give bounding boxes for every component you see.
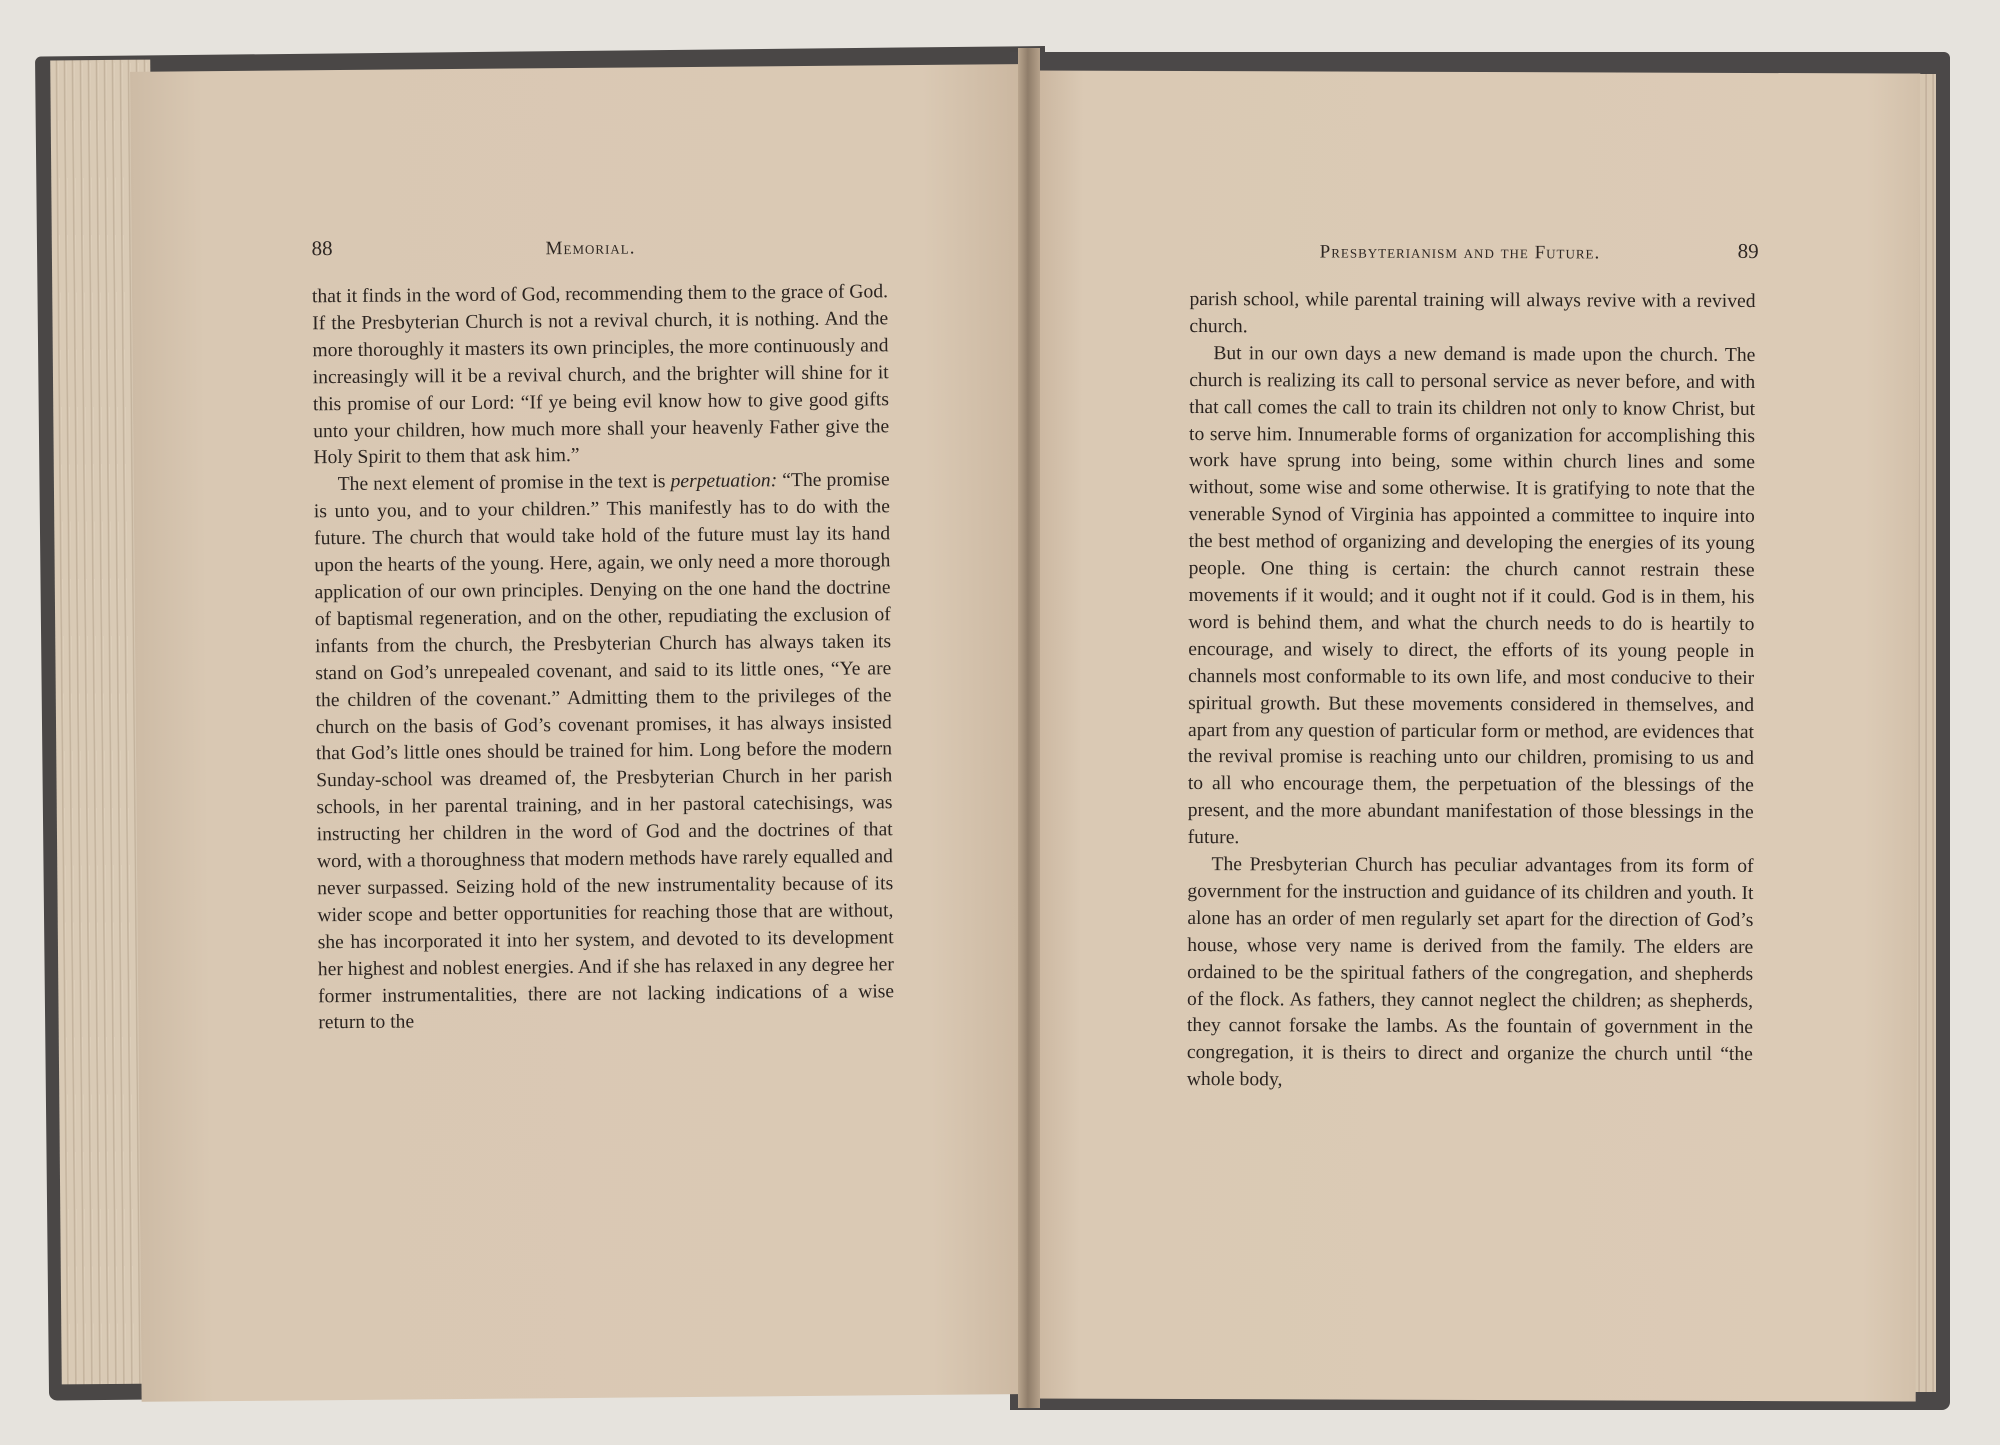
left-page-number: 88 bbox=[311, 236, 333, 261]
book-spine bbox=[1018, 48, 1040, 1408]
right-paragraph-2: But in our own days a new demand is made upon the church. The church is realizing its call to personal service as never before, and with that call comes the call to train its children not only to know Christ, but to serve him. Innumerable forms of organization for accomplishing this work have sprung into being, some within church lines and some without, some wise and some otherwise. It is gratifying to note that the venerable Synod of Virginia has appointed a committee to inquire into the best method of organizing and developing the energies of its young people. One thing is certain: the church cannot restrain these movements if it would; and it ought not if it could. God is in them, his word is behind them, and what the church needs to do is heartily to encourage, and wisely to direct, the efforts of its young people in channels most conformable to its own life, and most conducive to their spiritual growth. But these movements considered in themselves, and apart from any question of particular form or method, are evidences that the revival promise is reaching unto our children, promising to us and to all who encourage them, the perpetuation of the blessings of the present, and the more abundant manifestation of those blessings in the future. bbox=[1187, 342, 1756, 849]
right-page bbox=[1026, 70, 1921, 1401]
emphasis-perpetuation: perpetuation: bbox=[670, 470, 778, 493]
right-paragraph-1: parish school, while parental training will always revive with a revived church. bbox=[1189, 289, 1756, 338]
right-paragraph-3: The Presbyterian Church has peculiar advantages from its form of government for the instruction and guidance of its children and youth. It alone has an order of men regularly set apart for the direction of God’s house, whose very name is derived from the family. The elders are ordained to be the spiritual fathers of the congregation, and shepherds of the flock. As fathers, they cannot neglect the children; as shepherds, they cannot forsake the lambs. As the fountain of government in the congregation, it is theirs to direct and organize the church until “the whole body, bbox=[1186, 854, 1754, 1091]
paragraph-2-quote: “The promise is unto you, and to your children.” This bbox=[313, 469, 890, 523]
left-paragraph-2 bbox=[314, 468, 895, 1038]
paragraph-2-lead: The next element of promise in the text is bbox=[337, 471, 671, 496]
right-page-body bbox=[1187, 287, 1756, 1096]
left-page-body bbox=[312, 279, 895, 1037]
right-page-number: 89 bbox=[1737, 238, 1759, 263]
left-running-head: Memorial. bbox=[545, 237, 636, 260]
left-paragraph-1: that it finds in the word of God, recommending them to the grace of God. If the Presbyterian Church is not a revival church, it is nothing. And the more thoroughly it masters its own principles, the more continuously and increasingly will it be a revival church, and the brighter will shine for it this promise of our Lord: “If ye being evil know how to give good gifts unto your children, how much more shall your heavenly Father give the Holy Spirit to them that ask him.” bbox=[311, 281, 890, 469]
paragraph-2-rest: manifestly has to do with the future. The church that would take hold of the future must lay its hand upon the hearts of the young. Here, again, we only need a more thorough application of our own principles. Denying on the one hand the doctrine of baptismal regeneration, and on the other, repudiating the exclusion of infants from the church, the Presbyterian Church has always taken its stand on God’s unrepealed covenant, and said to its little ones, “Ye are the children of the covenant.” Admitting them to the privileges of the church on the basis of God’s covenant promises, it has always insisted that God’s little ones should be trained for him. Long before the modern Sunday-school was dreamed of, the Presbyterian Church in her parish schools, in her parental training, and in her pastoral catechisings, was instructing her children in the word of God and the doctrines of that word, with a thoroughness that modern methods have rarely equalled and never surpassed. Seizing hold of the new instrumentality because of its wider scope and better opportunities for reaching those that are without, she has incorporated it into her system, and devoted to its development her highest and noblest energies. And if she has relaxed in any degree her former instrumentalities, there are not lacking indications of a wise return to the bbox=[314, 496, 895, 1034]
right-running-head: Presbyterianism and the Future. bbox=[1319, 241, 1601, 264]
left-page bbox=[130, 64, 1042, 1402]
